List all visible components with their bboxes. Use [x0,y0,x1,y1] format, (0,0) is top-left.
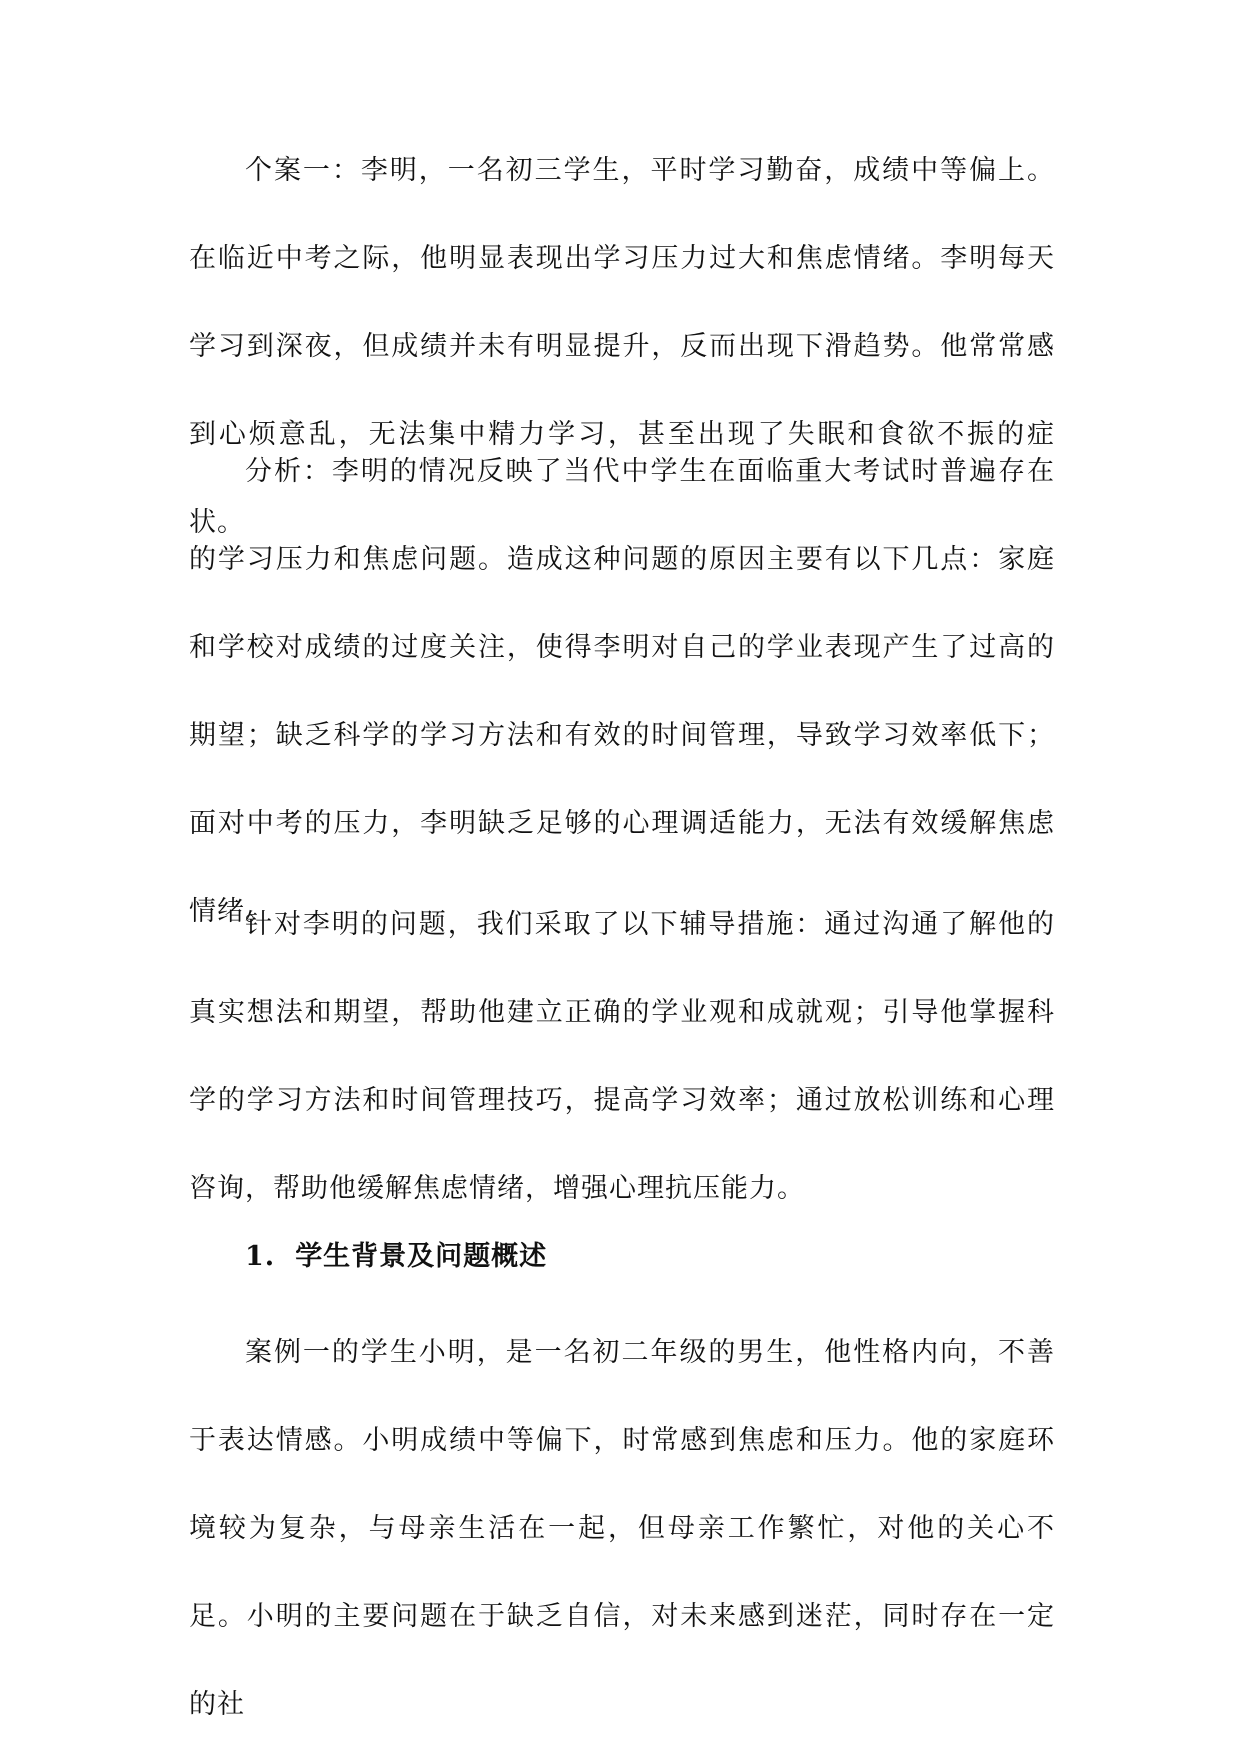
paragraph-measures: 针对李明的问题，我们采取了以下辅导措施：通过沟通了解他的真实想法和期望，帮助他建立正确的学业观和成就观；引导他掌握科学的学习方法和时间管理技巧，提高学习效率；通过放松训练和心理咨询，帮助他缓解焦虑情绪，增强心理抗压能力。 [189,909,1055,1204]
section-heading-title: 学生背景及问题概述 [295,1241,548,1272]
section-heading-number: 1. [245,1241,276,1272]
paragraph-case-intro: 个案一：李明，一名初三学生，平时学习勤奋，成绩中等偏上。在临近中考之际，他明显表现出学习压力过大和焦虑情绪。李明每天学习到深夜，但成绩并未有明显提升，反而出现下滑趋势。他常常感到心烦意乱，无法集中精力学习，甚至出现了失眠和食欲不振的症状。 [189,155,1055,538]
paragraph-analysis: 分析：李明的情况反映了当代中学生在面临重大考试时普遍存在的学习压力和焦虑问题。造成这种问题的原因主要有以下几点：家庭和学校对成绩的过度关注，使得李明对自己的学业表现产生了过高的期望；缺乏科学的学习方法和有效的时间管理，导致学习效率低下；面对中考的压力，李明缺乏足够的心理调适能力，无法有效缓解焦虑情绪。 [189,456,1055,927]
paragraph-case-one-background: 案例一的学生小明，是一名初二年级的男生，他性格内向，不善于表达情感。小明成绩中等偏下，时常感到焦虑和压力。他的家庭环境较为复杂，与母亲生活在一起，但母亲工作繁忙，对他的关心不足。小明的主要问题在于缺乏自信，对未来感到迷茫，同时存在一定的社 [189,1337,1055,1720]
section-heading [245,1225,547,1289]
